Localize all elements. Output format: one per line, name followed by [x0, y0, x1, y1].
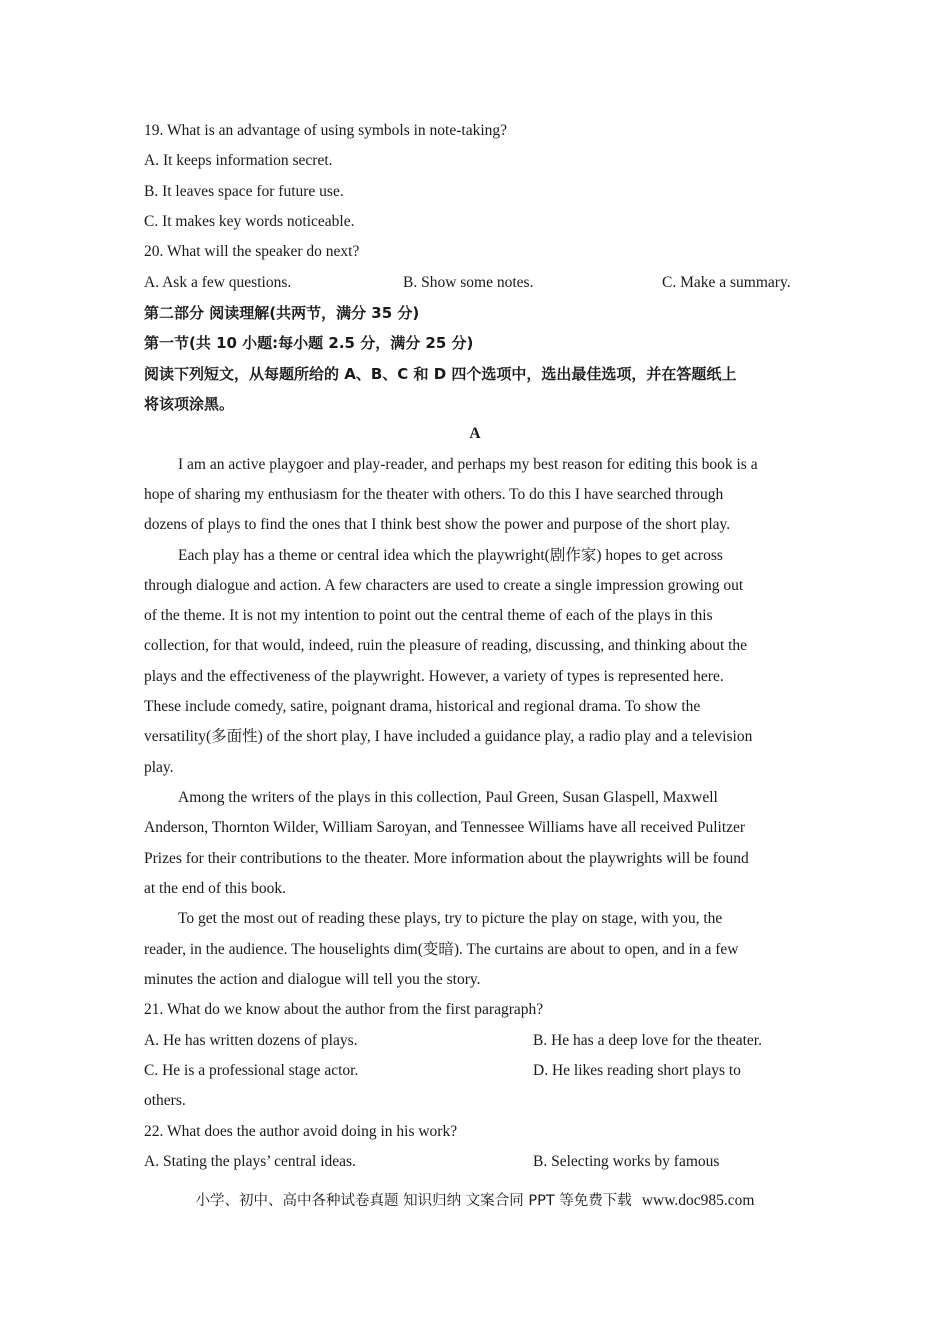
- passage-line: I am an active playgoer and play-reader, and perhaps my best reason for editing this book is a: [178, 456, 758, 473]
- page-footer: [0, 1191, 950, 1211]
- q20-option-c: C. Make a summary.: [662, 274, 791, 291]
- q19-option-c: C. It makes key words noticeable.: [144, 213, 355, 230]
- q21-option-d-continued: others.: [144, 1092, 186, 1109]
- footer-url[interactable]: www.doc985.com: [641, 1192, 755, 1209]
- passage-line: minutes the action and dialogue will tell you the story.: [144, 971, 481, 988]
- q21-option-b: B. He has a deep love for the theater.: [533, 1032, 762, 1049]
- passage-line: Each play has a theme or central idea which the playwright(剧作家) hopes to get across: [178, 547, 723, 564]
- passage-line: Prizes for their contributions to the theater. More information about the playwrights will be found: [144, 850, 749, 867]
- q22-option-a: A. Stating the plays’ central ideas.: [144, 1153, 356, 1170]
- section-instruction-line2: 将该项涂黑。: [144, 395, 235, 413]
- q20-option-a: A. Ask a few questions.: [144, 274, 292, 291]
- section-heading: 第二部分 阅读理解(共两节，满分 35 分): [144, 304, 420, 322]
- q20-option-b: B. Show some notes.: [403, 274, 534, 291]
- passage-line: These include comedy, satire, poignant drama, historical and regional drama. To show the: [144, 698, 701, 715]
- passage-line: dozens of plays to find the ones that I think best show the power and purpose of the short play.: [144, 516, 731, 533]
- q19-option-a: A. It keeps information secret.: [144, 152, 333, 169]
- passage-line: plays and the effectiveness of the playwright. However, a variety of types is represented here.: [144, 668, 724, 685]
- passage-line: reader, in the audience. The houselights dim(变暗). The curtains are about to open, and in a few: [144, 941, 739, 958]
- passage-line: To get the most out of reading these plays, try to picture the play on stage, with you, the: [178, 910, 723, 927]
- passage-line: of the theme. It is not my intention to point out the central theme of each of the plays in this: [144, 607, 713, 624]
- q22-question: 22. What does the author avoid doing in his work?: [144, 1123, 458, 1140]
- passage-line: Among the writers of the plays in this collection, Paul Green, Susan Glaspell, Maxwell: [178, 789, 718, 806]
- passage-line: hope of sharing my enthusiasm for the theater with others. To do this I have searched through: [144, 486, 724, 503]
- q21-option-d: D. He likes reading short plays to: [533, 1062, 741, 1079]
- passage-line: Anderson, Thornton Wilder, William Saroyan, and Tennessee Williams have all received Pulitzer: [144, 819, 746, 836]
- passage-label: A: [469, 425, 481, 442]
- q20-question: 20. What will the speaker do next?: [144, 243, 360, 260]
- footer-text: 小学、初中、高中各种试卷真题 知识归纳 文案合同 PPT 等免费下载: [195, 1193, 632, 1209]
- passage-line: through dialogue and action. A few characters are used to create a single impression growing out: [144, 577, 744, 594]
- q19-option-b: B. It leaves space for future use.: [144, 183, 344, 200]
- passage-line: collection, for that would, indeed, ruin the pleasure of reading, discussing, and thinking about the: [144, 637, 748, 654]
- q21-option-a: A. He has written dozens of plays.: [144, 1032, 358, 1049]
- passage-line: versatility(多面性) of the short play, I have included a guidance play, a radio play and a television: [144, 728, 753, 745]
- passage-line: play.: [144, 759, 174, 776]
- q19-question: 19. What is an advantage of using symbols in note-taking?: [144, 122, 508, 139]
- section-subheading: 第一节(共 10 小题:每小题 2.5 分，满分 25 分): [144, 334, 474, 352]
- q21-question: 21. What do we know about the author from the first paragraph?: [144, 1001, 544, 1018]
- section-instruction-line1: 阅读下列短文，从每题所给的 A、B、C 和 D 四个选项中，选出最佳选项，并在答题纸上: [144, 365, 737, 383]
- q22-option-b: B. Selecting works by famous: [533, 1153, 720, 1170]
- passage-line: at the end of this book.: [144, 880, 287, 897]
- q21-option-c: C. He is a professional stage actor.: [144, 1062, 359, 1079]
